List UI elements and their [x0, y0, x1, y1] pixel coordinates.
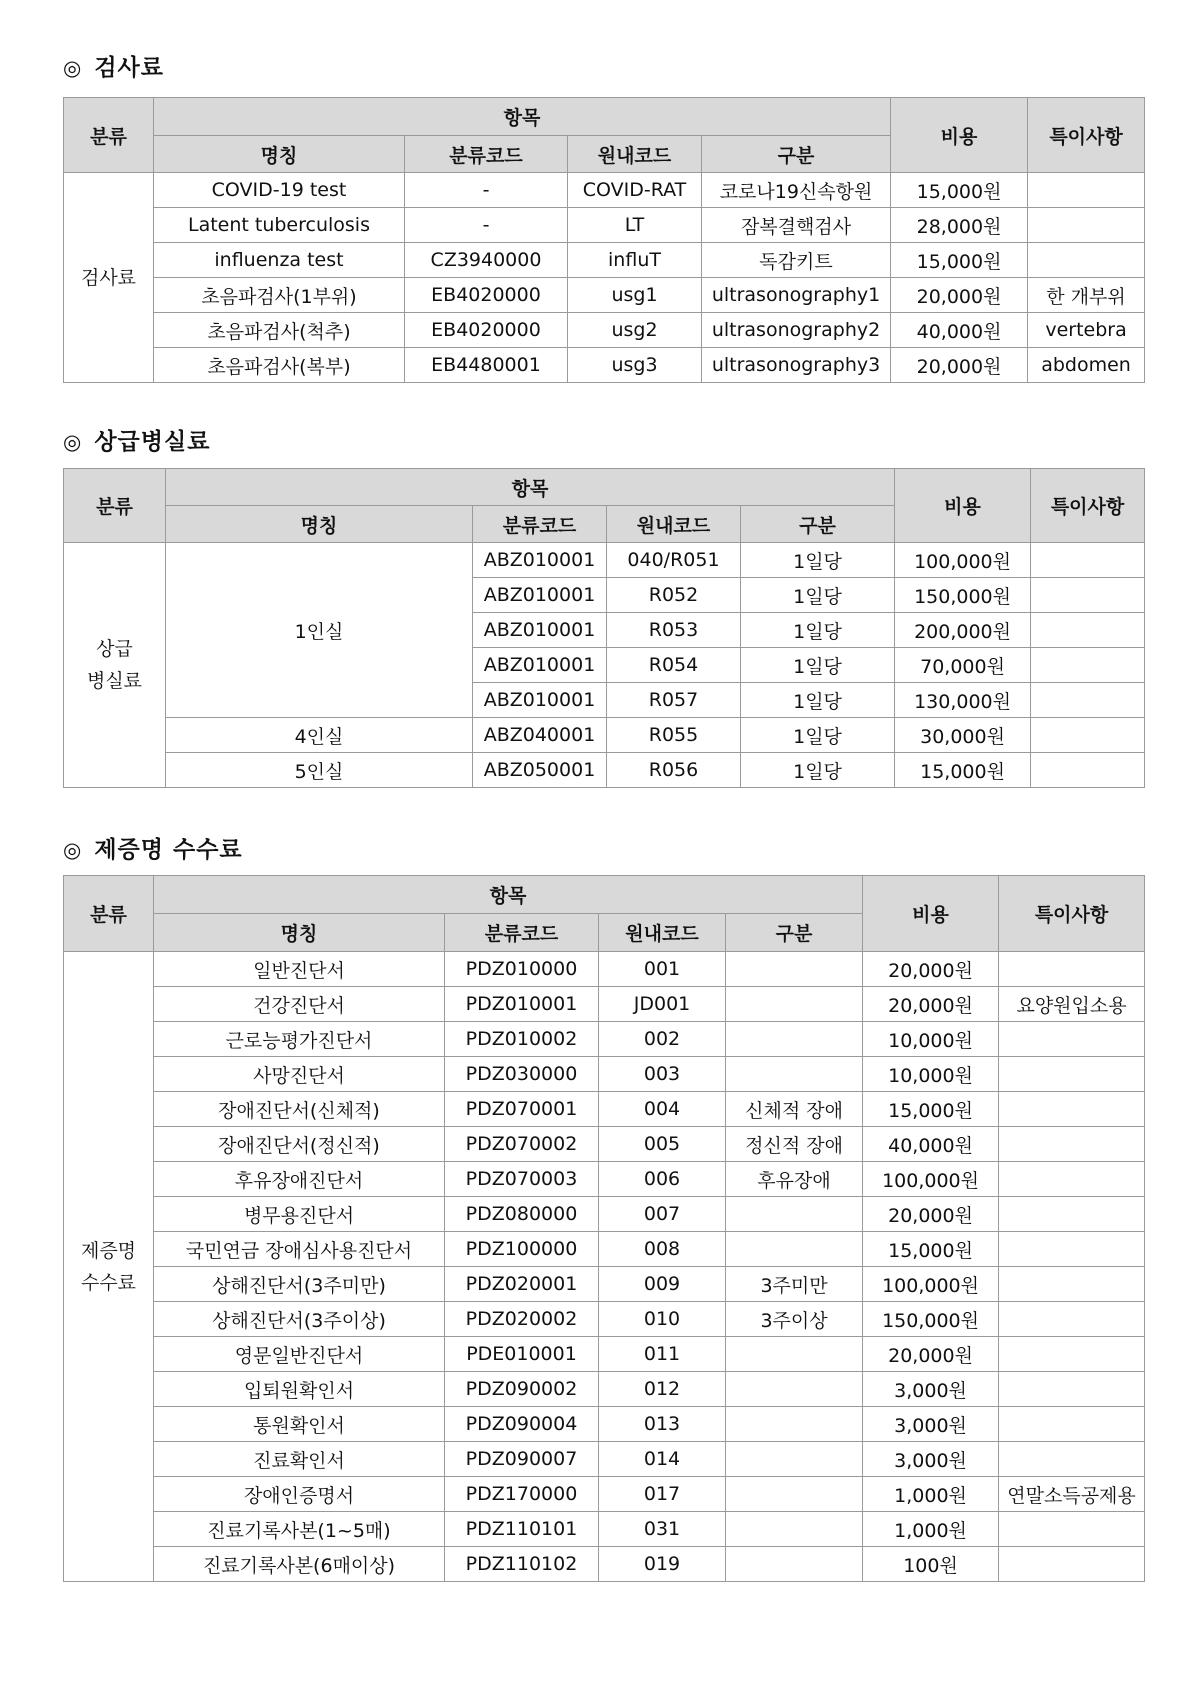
table-row: [64, 1442, 1145, 1477]
internal-code-cell: 019: [599, 1547, 726, 1582]
name-cell: 진료확인서: [154, 1442, 445, 1477]
table-row: [64, 1022, 1145, 1057]
note-cell: [1031, 753, 1145, 788]
note-cell: [1031, 578, 1145, 613]
note-cell: abdomen: [1028, 348, 1145, 383]
class-code-cell: PDZ170000: [445, 1477, 599, 1512]
division-cell: 1일당: [741, 718, 895, 753]
name-cell: 입퇴원확인서: [154, 1372, 445, 1407]
room-table: [63, 468, 1145, 788]
header-item: 항목: [154, 876, 863, 914]
header-class-code: 분류코드: [445, 914, 599, 952]
class-code-cell: EB4480001: [405, 348, 568, 383]
note-cell: [999, 1022, 1145, 1057]
cost-cell: 15,000원: [863, 1232, 999, 1267]
header-category: 분류: [64, 876, 154, 952]
header-item: 항목: [154, 98, 891, 136]
class-code-cell: ABZ040001: [473, 718, 607, 753]
cost-cell: 20,000원: [863, 987, 999, 1022]
class-code-cell: CZ3940000: [405, 243, 568, 278]
internal-code-cell: 012: [599, 1372, 726, 1407]
exam-section: [63, 50, 1144, 383]
cost-cell: 28,000원: [891, 208, 1028, 243]
name-cell: 병무용진단서: [154, 1197, 445, 1232]
table-row: [64, 952, 1145, 987]
division-cell: [726, 1407, 863, 1442]
note-cell: [1031, 683, 1145, 718]
class-code-cell: -: [405, 173, 568, 208]
class-code-cell: ABZ010001: [473, 683, 607, 718]
cost-cell: 15,000원: [891, 173, 1028, 208]
class-code-cell: PDZ080000: [445, 1197, 599, 1232]
division-cell: ultrasonography2: [702, 313, 891, 348]
header-name: 명칭: [154, 914, 445, 952]
cost-cell: 100,000원: [863, 1267, 999, 1302]
note-cell: [1028, 243, 1145, 278]
division-cell: 1일당: [741, 543, 895, 578]
name-cell: 진료기록사본(6매이상): [154, 1547, 445, 1582]
name-cell: 근로능평가진단서: [154, 1022, 445, 1057]
table-row: [64, 208, 1145, 243]
note-cell: 한 개부위: [1028, 278, 1145, 313]
internal-code-cell: 006: [599, 1162, 726, 1197]
internal-code-cell: 013: [599, 1407, 726, 1442]
cert-table: [63, 875, 1145, 1582]
note-cell: [999, 1197, 1145, 1232]
header-class-code: 분류코드: [405, 136, 568, 173]
header-division: 구분: [726, 914, 863, 952]
name-cell: 진료기록사본(1~5매): [154, 1512, 445, 1547]
internal-code-cell: 017: [599, 1477, 726, 1512]
note-cell: 연말소득공제용: [999, 1477, 1145, 1512]
header-internal-code: 원내코드: [607, 506, 741, 543]
category-label: 상급: [96, 638, 133, 660]
cost-cell: 40,000원: [863, 1127, 999, 1162]
table-row: [64, 1547, 1145, 1582]
header-name: 명칭: [166, 506, 473, 543]
division-cell: 1일당: [741, 753, 895, 788]
cost-cell: 100원: [863, 1547, 999, 1582]
table-row: [64, 1127, 1145, 1162]
table-row: [64, 1197, 1145, 1232]
internal-code-cell: 003: [599, 1057, 726, 1092]
cost-cell: 20,000원: [891, 278, 1028, 313]
header-category: 분류: [64, 469, 166, 543]
header-note: 특이사항: [999, 876, 1145, 952]
table-row: [64, 1302, 1145, 1337]
division-cell: [726, 1547, 863, 1582]
table-row: [64, 1477, 1145, 1512]
internal-code-cell: LT: [568, 208, 702, 243]
cost-cell: 3,000원: [863, 1372, 999, 1407]
name-cell: 4인실: [166, 718, 473, 753]
class-code-cell: PDZ090004: [445, 1407, 599, 1442]
category-label: 병실료: [86, 670, 143, 692]
internal-code-cell: 002: [599, 1022, 726, 1057]
note-cell: [999, 1337, 1145, 1372]
double-circle-icon: ◎: [63, 56, 83, 80]
note-cell: [999, 1092, 1145, 1127]
internal-code-cell: usg1: [568, 278, 702, 313]
exam-table-body: [64, 173, 1145, 383]
note-cell: [999, 1127, 1145, 1162]
division-cell: [726, 987, 863, 1022]
cost-cell: 70,000원: [895, 648, 1031, 683]
class-code-cell: PDZ020001: [445, 1267, 599, 1302]
division-cell: 코로나19신속항원: [702, 173, 891, 208]
division-cell: [726, 1057, 863, 1092]
cost-cell: 15,000원: [863, 1092, 999, 1127]
internal-code-cell: R056: [607, 753, 741, 788]
internal-code-cell: 009: [599, 1267, 726, 1302]
internal-code-cell: R054: [607, 648, 741, 683]
internal-code-cell: influT: [568, 243, 702, 278]
class-code-cell: -: [405, 208, 568, 243]
note-cell: [999, 1162, 1145, 1197]
division-cell: 1일당: [741, 648, 895, 683]
name-cell: 일반진단서: [154, 952, 445, 987]
class-code-cell: PDZ010000: [445, 952, 599, 987]
division-cell: [726, 1372, 863, 1407]
category-label: 제증명: [80, 1239, 137, 1262]
table-row: [64, 313, 1145, 348]
table-row: [64, 1162, 1145, 1197]
cost-cell: 3,000원: [863, 1442, 999, 1477]
name-cell: influenza test: [154, 243, 405, 278]
class-code-cell: PDZ110102: [445, 1547, 599, 1582]
internal-code-cell: COVID-RAT: [568, 173, 702, 208]
name-cell: 건강진단서: [154, 987, 445, 1022]
internal-code-cell: 008: [599, 1232, 726, 1267]
cost-cell: 20,000원: [863, 1197, 999, 1232]
internal-code-cell: 005: [599, 1127, 726, 1162]
note-cell: [999, 952, 1145, 987]
name-cell: 5인실: [166, 753, 473, 788]
class-code-cell: PDZ020002: [445, 1302, 599, 1337]
category-cell: [64, 543, 166, 788]
name-cell: 상해진단서(3주이상): [154, 1302, 445, 1337]
table-row: [64, 1512, 1145, 1547]
note-cell: [1031, 648, 1145, 683]
table-row: [64, 173, 1145, 208]
division-cell: ultrasonography1: [702, 278, 891, 313]
division-cell: 독감키트: [702, 243, 891, 278]
table-row: [64, 718, 1145, 753]
header-item: 항목: [166, 469, 895, 506]
note-cell: vertebra: [1028, 313, 1145, 348]
cost-cell: 20,000원: [891, 348, 1028, 383]
division-cell: 1일당: [741, 578, 895, 613]
table-row: [64, 1407, 1145, 1442]
cost-cell: 100,000원: [863, 1162, 999, 1197]
division-cell: [726, 952, 863, 987]
name-cell: 장애인증명서: [154, 1477, 445, 1512]
cost-cell: 150,000원: [863, 1302, 999, 1337]
class-code-cell: PDZ010002: [445, 1022, 599, 1057]
header-division: 구분: [741, 506, 895, 543]
header-category: 분류: [64, 98, 154, 173]
header-note: 특이사항: [1031, 469, 1145, 543]
table-row: [64, 543, 1145, 578]
internal-code-cell: R055: [607, 718, 741, 753]
name-cell: 1인실: [166, 543, 473, 718]
name-cell: 영문일반진단서: [154, 1337, 445, 1372]
division-cell: 신체적 장애: [726, 1092, 863, 1127]
cost-cell: 1,000원: [863, 1512, 999, 1547]
class-code-cell: PDZ010001: [445, 987, 599, 1022]
double-circle-icon: ◎: [63, 838, 83, 862]
table-row: [64, 278, 1145, 313]
class-code-cell: EB4020000: [405, 313, 568, 348]
table-row: [64, 348, 1145, 383]
internal-code-cell: usg3: [568, 348, 702, 383]
cost-cell: 20,000원: [863, 952, 999, 987]
class-code-cell: ABZ010001: [473, 648, 607, 683]
name-cell: COVID-19 test: [154, 173, 405, 208]
table-row: [64, 753, 1145, 788]
category-label: 수수료: [80, 1271, 137, 1294]
division-cell: 잠복결핵검사: [702, 208, 891, 243]
class-code-cell: PDZ100000: [445, 1232, 599, 1267]
class-code-cell: PDZ070001: [445, 1092, 599, 1127]
class-code-cell: ABZ050001: [473, 753, 607, 788]
note-cell: [999, 1442, 1145, 1477]
internal-code-cell: R052: [607, 578, 741, 613]
cost-cell: 3,000원: [863, 1407, 999, 1442]
internal-code-cell: 040/R051: [607, 543, 741, 578]
exam-section-title: [63, 50, 1144, 86]
cert-section-title: [63, 832, 1144, 868]
cost-cell: 100,000원: [895, 543, 1031, 578]
room-table-body: [64, 543, 1145, 788]
table-row: [64, 1337, 1145, 1372]
cost-cell: 130,000원: [895, 683, 1031, 718]
name-cell: 장애진단서(정신적): [154, 1127, 445, 1162]
internal-code-cell: usg2: [568, 313, 702, 348]
division-cell: 1일당: [741, 613, 895, 648]
cost-cell: 20,000원: [863, 1337, 999, 1372]
class-code-cell: PDZ070002: [445, 1127, 599, 1162]
cert-section: [63, 832, 1144, 1582]
division-cell: [726, 1442, 863, 1477]
note-cell: [999, 1232, 1145, 1267]
class-code-cell: EB4020000: [405, 278, 568, 313]
internal-code-cell: R053: [607, 613, 741, 648]
division-cell: 3주미만: [726, 1267, 863, 1302]
division-cell: [726, 1197, 863, 1232]
division-cell: [726, 1337, 863, 1372]
division-cell: [726, 1477, 863, 1512]
note-cell: [1031, 543, 1145, 578]
double-circle-icon: ◎: [63, 430, 83, 454]
division-cell: ultrasonography3: [702, 348, 891, 383]
table-row: [64, 1232, 1145, 1267]
internal-code-cell: 031: [599, 1512, 726, 1547]
name-cell: 통원확인서: [154, 1407, 445, 1442]
cost-cell: 30,000원: [895, 718, 1031, 753]
note-cell: [999, 1302, 1145, 1337]
name-cell: 후유장애진단서: [154, 1162, 445, 1197]
division-cell: 후유장애: [726, 1162, 863, 1197]
room-section: [63, 424, 1144, 788]
internal-code-cell: 010: [599, 1302, 726, 1337]
note-cell: [999, 1057, 1145, 1092]
cost-cell: 40,000원: [891, 313, 1028, 348]
name-cell: 초음파검사(척추): [154, 313, 405, 348]
class-code-cell: PDZ090007: [445, 1442, 599, 1477]
cost-cell: 150,000원: [895, 578, 1031, 613]
category-label: 검사료: [80, 266, 137, 289]
note-cell: [1031, 718, 1145, 753]
class-code-cell: ABZ010001: [473, 578, 607, 613]
internal-code-cell: JD001: [599, 987, 726, 1022]
cost-cell: 15,000원: [895, 753, 1031, 788]
name-cell: 상해진단서(3주미만): [154, 1267, 445, 1302]
internal-code-cell: R057: [607, 683, 741, 718]
room-section-title: [63, 424, 1144, 460]
class-code-cell: ABZ010001: [473, 613, 607, 648]
table-row: [64, 1092, 1145, 1127]
header-cost: 비용: [891, 98, 1028, 173]
table-row: [64, 1057, 1145, 1092]
category-cell: [64, 173, 154, 383]
header-internal-code: 원내코드: [599, 914, 726, 952]
name-cell: 국민연금 장애심사용진단서: [154, 1232, 445, 1267]
note-cell: [999, 1547, 1145, 1582]
class-code-cell: PDZ030000: [445, 1057, 599, 1092]
header-cost: 비용: [863, 876, 999, 952]
internal-code-cell: 004: [599, 1092, 726, 1127]
note-cell: [999, 1372, 1145, 1407]
header-internal-code: 원내코드: [568, 136, 702, 173]
name-cell: 사망진단서: [154, 1057, 445, 1092]
class-code-cell: PDZ070003: [445, 1162, 599, 1197]
header-class-code: 분류코드: [473, 506, 607, 543]
header-division: 구분: [702, 136, 891, 173]
table-row: [64, 243, 1145, 278]
note-cell: [999, 1512, 1145, 1547]
division-cell: [726, 1022, 863, 1057]
cost-cell: 10,000원: [863, 1022, 999, 1057]
category-cell: [64, 952, 154, 1582]
internal-code-cell: 007: [599, 1197, 726, 1232]
class-code-cell: PDZ090002: [445, 1372, 599, 1407]
cert-title-text: 제증명 수수료: [94, 837, 243, 863]
class-code-cell: PDZ110101: [445, 1512, 599, 1547]
cost-cell: 15,000원: [891, 243, 1028, 278]
name-cell: 장애진단서(신체적): [154, 1092, 445, 1127]
cost-cell: 200,000원: [895, 613, 1031, 648]
name-cell: 초음파검사(복부): [154, 348, 405, 383]
name-cell: Latent tuberculosis: [154, 208, 405, 243]
cost-cell: 1,000원: [863, 1477, 999, 1512]
division-cell: 정신적 장애: [726, 1127, 863, 1162]
exam-table: [63, 97, 1145, 383]
table-row: [64, 1267, 1145, 1302]
internal-code-cell: 011: [599, 1337, 726, 1372]
header-note: 특이사항: [1028, 98, 1145, 173]
header-name: 명칭: [154, 136, 405, 173]
note-cell: [1028, 208, 1145, 243]
note-cell: [999, 1267, 1145, 1302]
internal-code-cell: 014: [599, 1442, 726, 1477]
table-row: [64, 987, 1145, 1022]
class-code-cell: ABZ010001: [473, 543, 607, 578]
exam-title-text: 검사료: [94, 55, 164, 81]
note-cell: [1031, 613, 1145, 648]
division-cell: 1일당: [741, 683, 895, 718]
note-cell: [1028, 173, 1145, 208]
class-code-cell: PDE010001: [445, 1337, 599, 1372]
name-cell: 초음파검사(1부위): [154, 278, 405, 313]
room-title-text: 상급병실료: [94, 429, 211, 455]
note-cell: [999, 1407, 1145, 1442]
header-cost: 비용: [895, 469, 1031, 543]
division-cell: [726, 1232, 863, 1267]
note-cell: 요양원입소용: [999, 987, 1145, 1022]
internal-code-cell: 001: [599, 952, 726, 987]
cost-cell: 10,000원: [863, 1057, 999, 1092]
division-cell: [726, 1512, 863, 1547]
cert-table-body: [64, 952, 1145, 1582]
division-cell: 3주이상: [726, 1302, 863, 1337]
table-row: [64, 1372, 1145, 1407]
